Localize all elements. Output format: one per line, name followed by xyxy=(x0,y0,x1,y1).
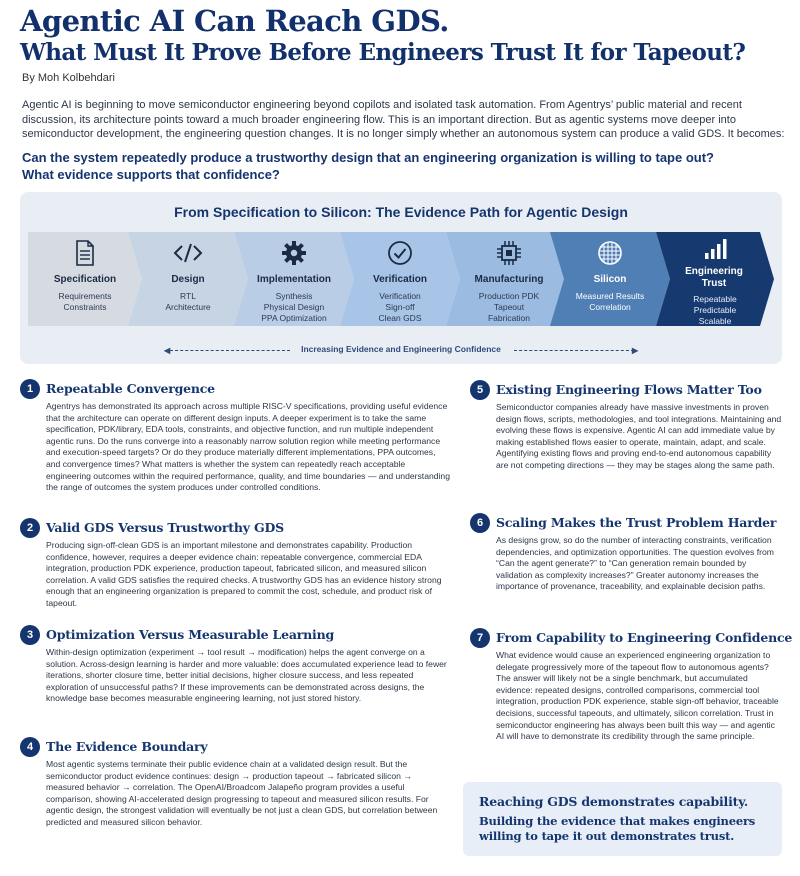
gear-icon xyxy=(281,240,307,266)
arrow-left-icon: ◀ xyxy=(164,346,171,355)
section-heading: Existing Engineering Flows Matter Too xyxy=(496,382,762,397)
section-body: As designs grow, so do the number of interacting constraints, verification dependencies, and optimization opportunities. The question evolves from “Can the agent generate?” to “Can generation remain bounded by validation as complexity increases?” Greater autonomy increases the importance of provenance, traceability, and explainable decision paths. xyxy=(496,535,774,592)
question-1: Can the system repeatedly produce a trustworthy design that an engineering organization is willing to tape out? xyxy=(22,150,714,165)
question-2: What evidence supports that confidence? xyxy=(22,167,280,182)
section-number: 6 xyxy=(470,513,490,533)
stage-details: Measured Results Correlation xyxy=(575,291,645,312)
stage-details: Production PDK Tapeout Fabrication xyxy=(478,291,540,323)
stage-name: Specification xyxy=(53,274,117,285)
stage-name: Engineering Trust xyxy=(685,266,743,289)
stage-design xyxy=(128,232,248,326)
conclusion-callout xyxy=(463,782,782,856)
diagram-footer-label: Increasing Evidence and Engineering Confidence xyxy=(301,344,501,354)
title-line-1: Agentic AI Can Reach GDS. xyxy=(20,4,449,38)
code-icon xyxy=(172,240,204,266)
dashed-line-right xyxy=(514,350,634,351)
section-heading: From Capability to Engineering Confidence xyxy=(496,630,793,645)
stage-silicon xyxy=(550,232,670,326)
stage-implementation xyxy=(234,232,354,326)
section-number: 1 xyxy=(20,379,40,399)
document-icon xyxy=(74,240,96,266)
stage-name: Implementation xyxy=(257,274,331,285)
stage-details: Repeatable Predictable Scalable xyxy=(693,294,737,326)
wafer-icon xyxy=(597,240,623,266)
section-heading: Scaling Makes the Trust Problem Harder xyxy=(496,515,777,530)
dashed-line-left xyxy=(170,350,290,351)
stage-details: Synthesis Physical Design PPA Optimization xyxy=(261,291,327,323)
article-title xyxy=(20,4,790,68)
stage-specification xyxy=(28,232,142,326)
evidence-path-diagram xyxy=(20,192,782,364)
section-heading: Valid GDS Versus Trustworthy GDS xyxy=(46,520,284,535)
stage-name: Design xyxy=(171,274,205,285)
stage-details: RTL Architecture xyxy=(165,291,211,312)
stage-engineering-trust xyxy=(656,232,774,326)
key-questions xyxy=(22,149,792,183)
bar-chart-icon xyxy=(703,238,727,260)
section-number: 2 xyxy=(20,518,40,538)
check-circle-icon xyxy=(387,240,413,266)
stage-name: Verification xyxy=(373,274,427,285)
section-body: What evidence would cause an experienced engineering organization to delegate progressively more of the tapeout flow to autonomous agents? The answer will likely not be a single benchmark, but accumulated evidence: repeated designs, controlled comparisons, commercial tool integration, production PDK experience, stable sign-off behavior, traceable decisions, successful tapeouts, and ultimately, silicon correlation. Trust in semiconductor engineering has always been built this way — and agentic AI will have to demonstrate its credibility through the same principle. xyxy=(496,650,779,742)
section-number: 4 xyxy=(20,737,40,757)
section-heading: The Evidence Boundary xyxy=(46,739,208,754)
section-body: Most agentic systems terminate their public evidence chain at a validated design result. But the semiconductor product evidence continues: design → production tapeout → fabricated silicon → measured behavior → correlation. The OpenAI/Broadcom Jalapeño program provides a useful comparison, showing AI-accelerated design progressing to tapeout and measured silicon results. For agentic design, the strongest validation will eventually be not just a clean GDS, but correlation between predicted and measured silicon behavior. xyxy=(46,759,438,827)
section-heading: Optimization Versus Measurable Learning xyxy=(46,627,335,642)
section-body: Agentrys has demonstrated its approach across multiple RISC-V specifications, providing useful evidence that the architecture can operate on different design inputs. A deeper experiment is to take the same specification, PDK/library, EDA tools, constraints, and objective function, and run multiple independent agentic runs. Do the runs converge into a reasonably narrow solution region while meeting performance and execution-speed targets? Or do they produce materially different implementations, PPA outcomes, and convergence times? What matters is whether the system can repeatedly reach acceptable engineering outcomes within the required performance, quality, and time boundaries — and understanding the range of outcomes the system produces under controlled conditions. xyxy=(46,401,450,493)
callout-line-2: Building the evidence that makes engineers willing to tape it out demonstrates trust. xyxy=(479,814,756,843)
section-heading: Repeatable Convergence xyxy=(46,381,215,396)
section-number: 3 xyxy=(20,625,40,645)
title-line-2: What Must It Prove Before Engineers Trust It for Tapeout? xyxy=(20,39,746,66)
chip-icon xyxy=(496,240,522,266)
arrow-right-icon: ▶ xyxy=(632,346,639,355)
section-number: 5 xyxy=(470,380,490,400)
section-number: 7 xyxy=(470,628,490,648)
diagram-footer xyxy=(20,344,782,354)
section-body: Within-design optimization (experiment → tool result → modification) helps the agent converge on a solution. Across-design learning is harder and more valuable: does accumulated experience lead to fewer iterations, shorter closure time, better initial decisions, higher closure success, and less repeated exploration of unsuccessful paths? If these improvements can be demonstrated across designs, the knowledge base becomes measurable engineering learning, not just stored history. xyxy=(46,647,447,704)
stage-name: Manufacturing xyxy=(474,274,544,285)
stage-details: Requirements Constraints xyxy=(58,291,112,312)
stage-verification xyxy=(340,232,460,326)
callout-line-1: Reaching GDS demonstrates capability. xyxy=(479,794,749,809)
byline: By Moh Kolbehdari xyxy=(22,72,115,84)
stage-name: Silicon xyxy=(593,274,627,285)
section-body: Producing sign-off-clean GDS is an important milestone and demonstrates capability. Production confidence, however, requires a deeper evidence chain: repeatable convergence, commercial EDA integration, production PDK experience, production tapeout, fabricated silicon, and measured silicon correlation. A valid GDS satisfies the required checks. A trustworthy GDS has an evidence history strong enough that an engineering organization is prepared to commit the cost, schedule, and product risk of tapeout. xyxy=(46,540,442,608)
diagram-title: From Specification to Silicon: The Evidence Path for Agentic Design xyxy=(174,204,628,220)
intro-paragraph: Agentic AI is beginning to move semiconductor engineering beyond copilots and isolated task automation. From Agentrys’ public material and recent discussion, its architecture points toward a much broader engineering flow. This is an important direction. But as agentic systems move deeper into semiconductor development, the engineering question changes. It is no longer simply whether an autonomous system can produce a valid GDS. It becomes: xyxy=(22,99,785,140)
stage-details: Verification Sign-off Clean GDS xyxy=(378,291,422,323)
section-body: Semiconductor companies already have massive investments in proven design flows, scripts, methodologies, and tool integrations. Maintaining and evolving these flows is expensive. Agentic AI can add immediate value by making established flows easier to operate, maintain, adapt, and scale. Agentifying existing flows and proving end-to-end autonomous capability are not competing directions — they may be stages along the same path. xyxy=(496,402,782,470)
